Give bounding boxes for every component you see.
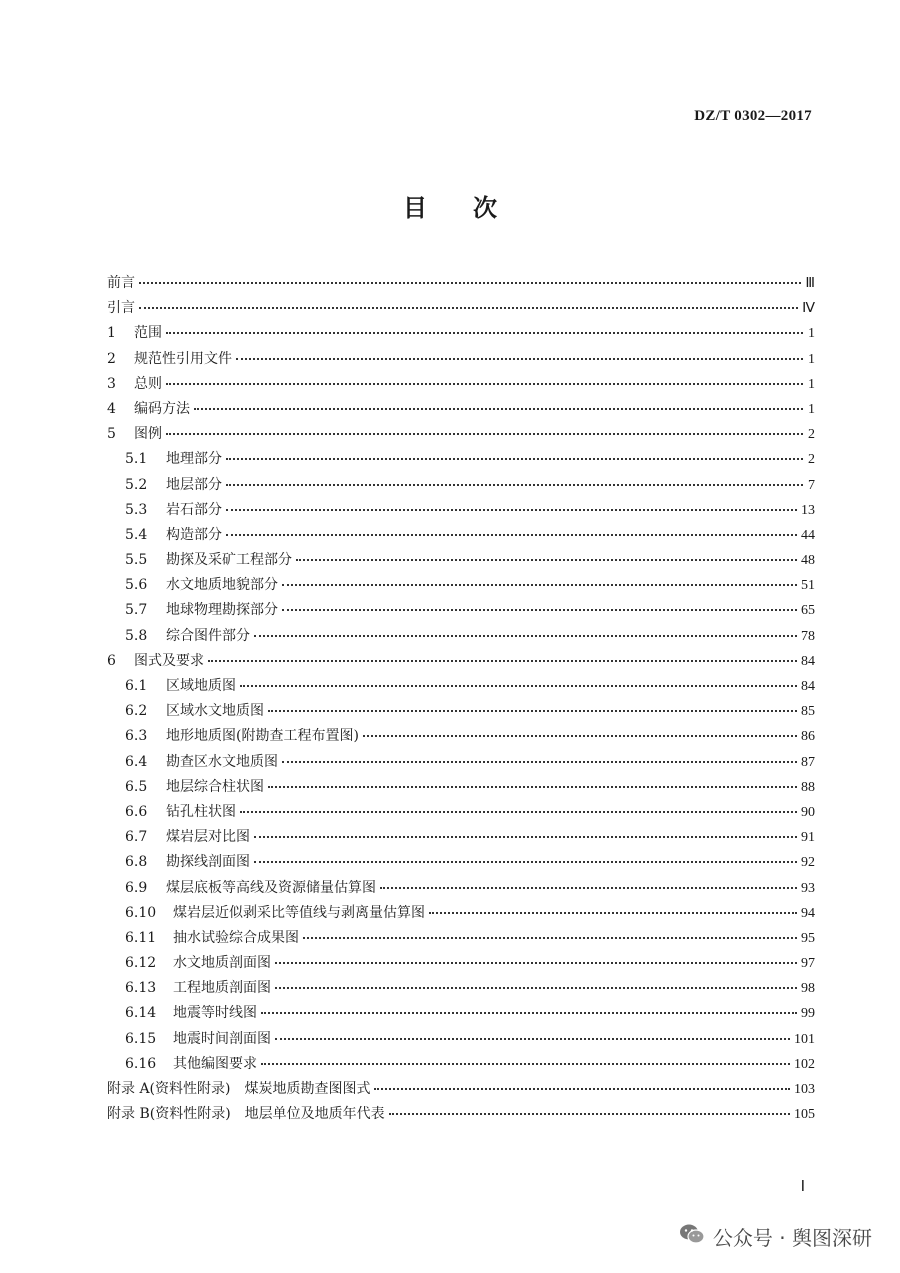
toc-title-char: 目 [403,194,427,222]
toc-entry-label: 勘探及采矿工程部分 [166,552,292,569]
toc-entry-label: 区域地质图 [166,678,236,694]
toc-entry-page: 1 [808,376,815,392]
page-number: Ⅰ [800,1179,805,1195]
toc-entry-label: 勘探线剖面图 [166,854,250,871]
toc-entry-number: 5.4 [125,526,148,543]
dot-leader [374,1088,790,1090]
toc-entry[interactable] [107,372,815,397]
toc-entry-page: 103 [794,1082,815,1097]
toc-entry-number: 6.5 [125,778,148,795]
toc-entry[interactable] [107,573,815,598]
toc-entry-number: 5.8 [125,627,148,644]
dot-leader [226,509,797,511]
toc-entry[interactable] [107,724,815,749]
toc-entry-page: 86 [801,729,815,745]
toc-entry-page: 88 [801,779,815,795]
toc-entry-number: 6.8 [125,854,148,871]
toc-entry-number: 6.12 [125,955,157,972]
toc-entry-label: 煤层底板等高线及资源储量估算图 [166,879,376,896]
toc-entry-label: 煤岩层近似剥采比等值线与剥离量估算图 [173,904,425,921]
toc-entry-page: 98 [801,981,815,997]
toc-entry[interactable] [107,422,815,447]
toc-entry-page: 90 [801,804,815,820]
dot-leader [389,1113,790,1115]
toc-entry-page: 1 [808,401,815,417]
dot-leader [226,484,803,486]
toc-entry-page: 99 [801,1006,815,1022]
toc-entry[interactable] [107,901,815,926]
toc-entry-page: 85 [801,704,815,720]
toc-entry-label: 水文地质地貌部分 [166,577,278,594]
toc-entry-label: 地层综合柱状图 [166,778,264,795]
toc-entry[interactable] [107,473,815,498]
toc-entry-number: 1 [107,325,116,342]
toc-entry-page: 95 [801,930,815,946]
toc-entry-label: 岩石部分 [166,501,222,518]
dot-leader [254,836,797,838]
dot-leader [254,635,797,637]
toc-entry-page: 92 [801,855,815,871]
toc-entry-label: 附录 B(资料性附录) 地层单位及地质年代表 [107,1106,385,1123]
toc-entry[interactable] [107,876,815,901]
dot-leader [166,332,803,334]
toc-entry-page: 102 [794,1056,815,1072]
dot-leader [303,937,797,939]
dot-leader [282,761,797,763]
toc-entry-number: 6 [107,652,116,669]
toc-entry-label: 煤岩层对比图 [166,829,250,846]
toc-entry-label: 总则 [134,375,162,392]
toc-entry[interactable] [107,1027,815,1052]
toc-entry[interactable] [107,674,815,699]
toc-entry-label: 范围 [134,325,162,342]
standard-code: DZ/T 0302—2017 [694,108,812,124]
toc-entry-number: 6.15 [125,1030,157,1047]
toc-entry-page: 94 [801,905,815,921]
dot-leader [226,534,797,536]
toc-entry-page: 1 [808,326,815,342]
toc-entry[interactable] [107,1077,815,1102]
toc-entry-label: 引言 [107,300,135,317]
toc-entry[interactable] [107,397,815,422]
toc-entry-label: 编码方法 [134,400,190,417]
toc-entry-number: 5.7 [125,602,148,619]
toc-entry[interactable] [107,850,815,875]
toc-entry[interactable] [107,1052,815,1077]
toc-entry-page: 51 [801,578,815,594]
toc-entry-label: 钻孔柱状图 [166,803,236,820]
toc-entry-page: 2 [808,427,815,443]
toc-entry-number: 2 [107,350,116,367]
toc-entry-page: 84 [801,679,815,694]
toc-title [0,188,900,223]
table-of-contents [107,271,815,1127]
toc-entry[interactable] [107,750,815,775]
toc-entry[interactable] [107,775,815,800]
toc-entry-label: 规范性引用文件 [134,350,232,367]
toc-entry-number: 5.5 [125,552,148,569]
toc-title-char: 次 [473,194,497,222]
toc-entry-number: 6.7 [125,829,148,846]
toc-entry[interactable] [107,523,815,548]
dot-leader [166,433,803,435]
toc-entry-number: 6.14 [125,1005,157,1022]
toc-entry[interactable] [107,951,815,976]
toc-entry-label: 区域水文地质图 [166,703,264,720]
toc-entry-page: 13 [801,502,815,518]
toc-entry-page: 78 [801,628,815,644]
dot-leader [282,609,797,611]
toc-entry-label: 地形地质图(附勘查工程布置图) [166,728,359,745]
toc-entry-page: 87 [801,754,815,770]
toc-entry-label: 前言 [107,275,135,291]
toc-entry-page: Ⅳ [802,301,815,317]
toc-entry-page: 48 [801,553,815,569]
toc-entry[interactable] [107,321,815,346]
toc-entry-label: 地层部分 [166,476,222,493]
toc-entry[interactable] [107,498,815,523]
toc-entry-page: 101 [794,1031,815,1047]
toc-entry-label: 图式及要求 [134,652,204,669]
toc-entry[interactable] [107,548,815,573]
dot-leader [254,861,797,863]
dot-leader [194,408,803,410]
dot-leader [268,786,797,788]
toc-entry-label: 地震等时线图 [173,1005,257,1022]
toc-entry-page: 84 [801,653,815,669]
toc-entry-page: 91 [801,830,815,846]
toc-entry-number: 3 [107,375,116,392]
toc-entry-page: 97 [801,956,815,972]
dot-leader [236,358,803,360]
toc-entry-page: 105 [794,1107,815,1123]
dot-leader [275,1038,790,1040]
toc-entry[interactable] [107,699,815,724]
toc-entry-label: 水文地质剖面图 [173,955,271,972]
toc-entry[interactable] [107,800,815,825]
dot-leader [275,962,797,964]
toc-entry-number: 6.10 [125,904,157,921]
toc-entry-number: 6.4 [125,753,148,770]
toc-entry-label: 附录 A(资料性附录) 煤炭地质勘查图图式 [107,1081,371,1097]
toc-entry-label: 其他编图要求 [173,1055,257,1072]
toc-entry-label: 工程地质剖面图 [173,980,271,997]
dot-leader [166,383,803,385]
toc-entry-label: 图例 [134,426,162,443]
toc-entry-page: 44 [801,527,815,543]
toc-entry-label: 地球物理勘探部分 [166,602,278,619]
wechat-icon [679,1223,705,1250]
dot-leader [282,584,797,586]
toc-entry-page: Ⅲ [805,276,815,291]
toc-entry-page: 65 [801,603,815,619]
toc-entry[interactable] [107,825,815,850]
toc-entry[interactable] [107,271,815,296]
toc-entry[interactable] [107,347,815,372]
toc-entry[interactable] [107,296,815,321]
dot-leader [261,1063,790,1065]
toc-entry-number: 5.1 [125,451,148,468]
dot-leader [139,307,798,309]
watermark-text: 公众号 · 舆图深研 [712,1226,872,1250]
toc-entry-page: 2 [808,452,815,468]
dot-leader [296,559,797,561]
toc-entry[interactable] [107,976,815,1001]
toc-entry-label: 构造部分 [166,526,222,543]
toc-entry-number: 5 [107,426,116,443]
dot-leader [226,458,803,460]
dot-leader [429,912,797,914]
toc-entry-number: 6.1 [125,678,148,694]
toc-entry-number: 5.6 [125,577,148,594]
toc-entry-page: 1 [808,351,815,367]
toc-entry[interactable] [107,926,815,951]
toc-entry-number: 5.2 [125,476,148,493]
dot-leader [139,282,801,284]
toc-entry-label: 抽水试验综合成果图 [173,929,299,946]
toc-entry-label: 综合图件部分 [166,627,250,644]
toc-entry-label: 勘查区水文地质图 [166,753,278,770]
wechat-watermark [679,1222,872,1251]
dot-leader [380,887,797,889]
toc-entry-number: 6.16 [125,1055,157,1072]
toc-entry-label: 地理部分 [166,451,222,468]
toc-entry-label: 地震时间剖面图 [173,1030,271,1047]
dot-leader [240,685,797,687]
toc-entry[interactable] [107,649,815,674]
dot-leader [208,660,797,662]
toc-entry[interactable] [107,1001,815,1026]
toc-entry[interactable] [107,1102,815,1127]
toc-entry-number: 6.6 [125,803,148,820]
toc-entry-page: 93 [801,880,815,896]
dot-leader [275,987,797,989]
toc-entry-number: 6.3 [125,728,148,745]
dot-leader [363,735,797,737]
toc-entry-number: 6.11 [125,929,157,946]
dot-leader [240,811,797,813]
toc-entry-page: 7 [808,477,815,493]
toc-entry-number: 6.9 [125,879,148,896]
toc-entry-number: 5.3 [125,501,148,518]
toc-entry-number: 4 [107,400,116,417]
toc-entry[interactable] [107,598,815,623]
toc-entry[interactable] [107,624,815,649]
toc-entry[interactable] [107,447,815,472]
dot-leader [268,710,797,712]
toc-entry-number: 6.13 [125,980,157,997]
toc-entry-number: 6.2 [125,703,148,720]
dot-leader [261,1012,797,1014]
